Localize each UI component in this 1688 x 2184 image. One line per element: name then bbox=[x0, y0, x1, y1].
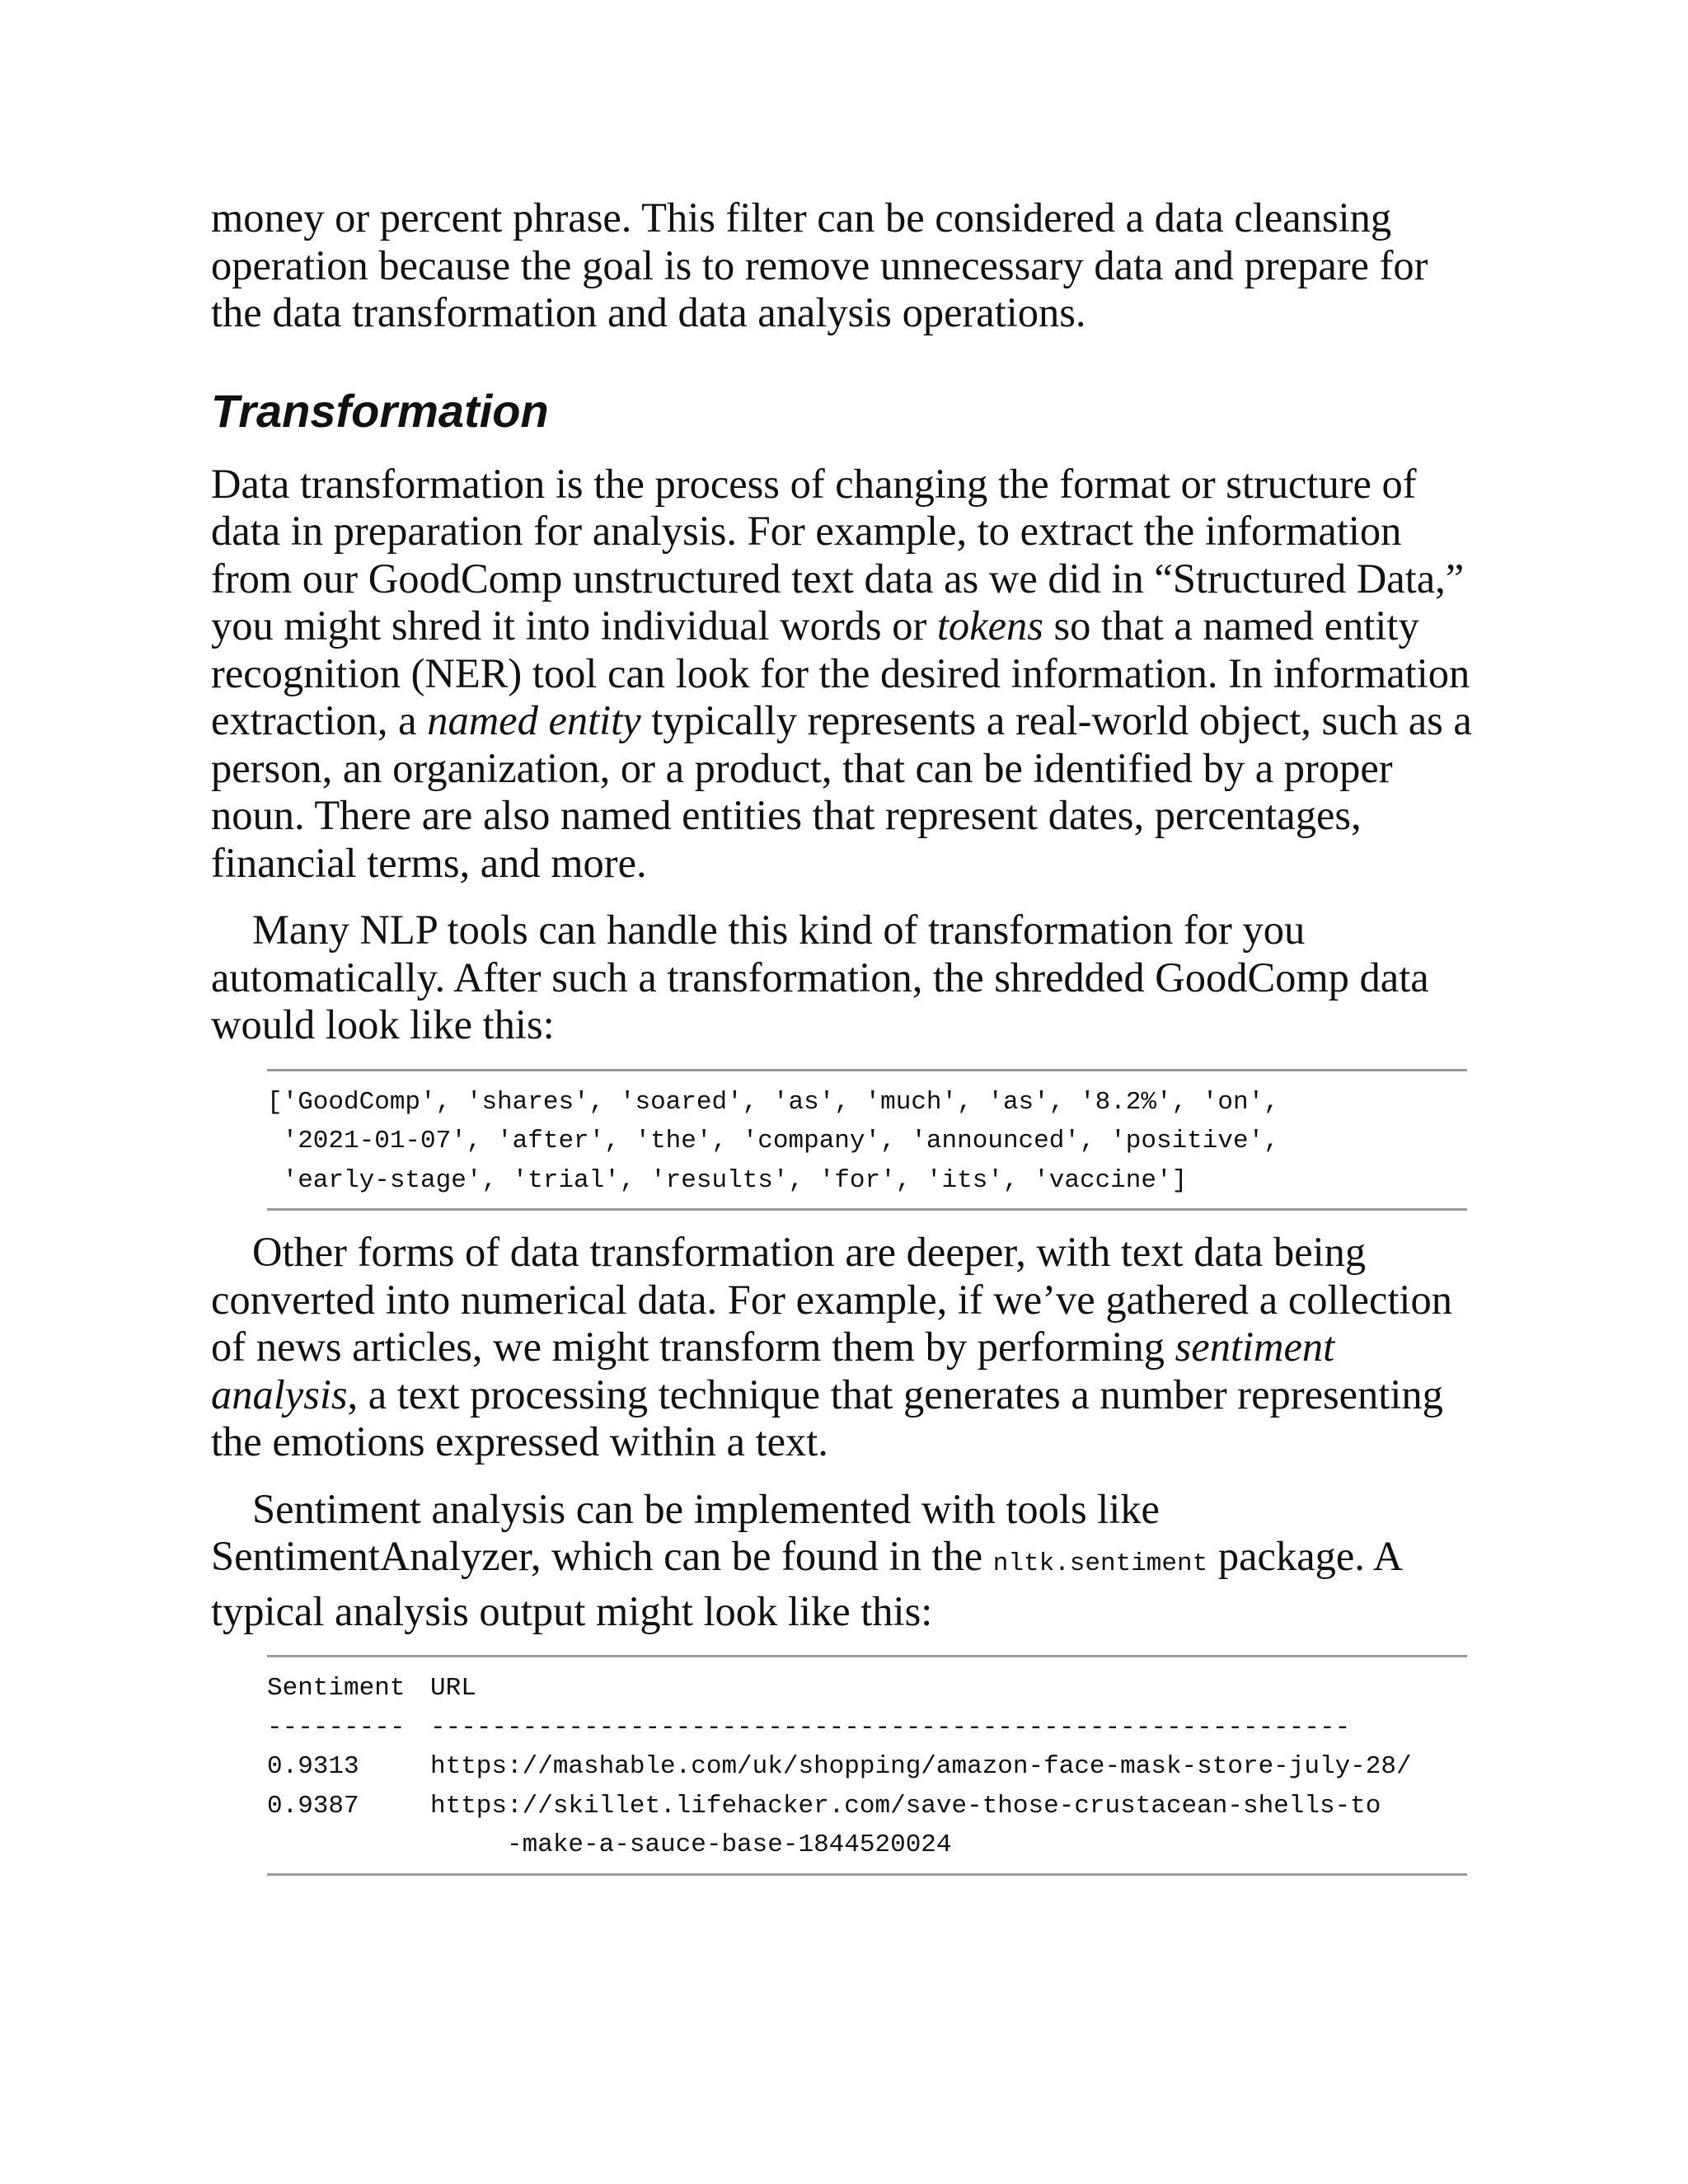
paragraph-deeper-forms bbox=[211, 1229, 1480, 1466]
text-line: Many NLP tools can handle this kind of transformation for you bbox=[252, 907, 1306, 953]
url-continuation: -make-a-sauce-base-1844520024 bbox=[430, 1830, 952, 1859]
sentiment-value: 0.9387 bbox=[267, 1791, 359, 1821]
url-value: https://skillet.lifehacker.com/save-those-crustacean-shells-to bbox=[430, 1791, 1381, 1821]
text-span: SentimentAnalyzer, which can be found in the bbox=[211, 1533, 993, 1579]
code-listing-tokens bbox=[267, 1069, 1467, 1212]
text-line: the emotions expressed within a text. bbox=[211, 1418, 828, 1465]
text-line: Sentiment analysis can be implemented with tools like bbox=[252, 1485, 1160, 1532]
separator-sentiment: --------- bbox=[267, 1713, 406, 1742]
text-line bbox=[211, 1324, 1480, 1371]
text-span: package. A bbox=[1207, 1533, 1404, 1579]
text-line: financial terms, and more. bbox=[211, 839, 647, 886]
url-value: https://mashable.com/uk/shopping/amazon-face-mask-store-july-28/ bbox=[430, 1752, 1412, 1781]
emphasis-tokens: tokens bbox=[936, 602, 1043, 649]
text-line bbox=[211, 1371, 1480, 1419]
text-line: noun. There are also named entities that represent dates, percentages, bbox=[211, 792, 1362, 838]
emphasis-sentiment: sentiment bbox=[1175, 1324, 1335, 1370]
text-line: the data transformation and data analysis operations. bbox=[211, 289, 1086, 335]
text-line: recognition (NER) tool can look for the desired information. In information bbox=[211, 649, 1470, 696]
code-line: 'early-stage', 'trial', 'results', 'for', 'its', 'vaccine'] bbox=[267, 1165, 1188, 1195]
table-separator-row bbox=[267, 1708, 1467, 1748]
section-heading: Transformation bbox=[211, 384, 549, 437]
text-line: money or percent phrase. This filter can be considered a data cleansing bbox=[211, 194, 1392, 241]
emphasis-analysis: analysis bbox=[211, 1371, 348, 1418]
text-span: of news articles, we might transform them by performing bbox=[211, 1324, 1175, 1370]
paragraph-intro bbox=[211, 194, 1480, 337]
column-header-sentiment: Sentiment bbox=[267, 1674, 406, 1703]
paragraph-transformation bbox=[211, 461, 1480, 888]
paragraph-nlp-tools bbox=[211, 907, 1480, 1049]
emphasis-named-entity: named entity bbox=[427, 697, 641, 743]
text-line bbox=[211, 1533, 1480, 1588]
code-line: '2021-01-07', 'after', 'the', 'company', 'announced', 'positive', bbox=[267, 1127, 1279, 1155]
table-row-continuation bbox=[267, 1825, 1467, 1865]
table-row bbox=[267, 1747, 1467, 1787]
text-line bbox=[211, 602, 1480, 650]
page-body bbox=[211, 194, 1480, 1876]
text-line: Other forms of data transformation are deeper, with text data being bbox=[252, 1229, 1367, 1275]
text-span: , a text processing technique that generates a number representing bbox=[347, 1371, 1443, 1418]
inline-code-nltk-sentiment: nltk.sentiment bbox=[992, 1549, 1208, 1578]
paragraph-sentiment-analysis bbox=[211, 1486, 1480, 1636]
column-header-url: URL bbox=[430, 1674, 476, 1703]
text-line: would look like this: bbox=[211, 1001, 555, 1047]
text-line: data in preparation for analysis. For example, to extract the information bbox=[211, 508, 1402, 554]
text-span: you might shred it into individual words or bbox=[211, 602, 937, 649]
sentiment-value: 0.9313 bbox=[267, 1752, 359, 1781]
text-line: automatically. After such a transformation, the shredded GoodComp data bbox=[211, 954, 1429, 1001]
separator-url: ------------------------------------------------------------ bbox=[430, 1713, 1351, 1742]
table-header-row bbox=[267, 1669, 1467, 1708]
text-line: person, an organization, or a product, that can be identified by a proper bbox=[211, 744, 1393, 791]
code-line: ['GoodComp', 'shares', 'soared', 'as', 'much', 'as', '8.2%', 'on', bbox=[267, 1087, 1279, 1117]
text-line: typical analysis output might look like this: bbox=[211, 1587, 933, 1634]
sentiment-output-table bbox=[267, 1655, 1467, 1876]
text-span: extraction, a bbox=[211, 697, 428, 743]
text-line: converted into numerical data. For example, if we’ve gathered a collection bbox=[211, 1276, 1452, 1323]
text-line: Data transformation is the process of changing the format or structure of bbox=[211, 460, 1417, 507]
text-line: from our GoodComp unstructured text data as we did in “Structured Data,” bbox=[211, 555, 1465, 602]
table-row bbox=[267, 1787, 1467, 1826]
text-span: typically represents a real-world object, such as a bbox=[640, 697, 1472, 743]
text-line: operation because the goal is to remove unnecessary data and prepare for bbox=[211, 241, 1428, 288]
text-line bbox=[211, 697, 1480, 745]
text-span: so that a named entity bbox=[1043, 602, 1419, 649]
